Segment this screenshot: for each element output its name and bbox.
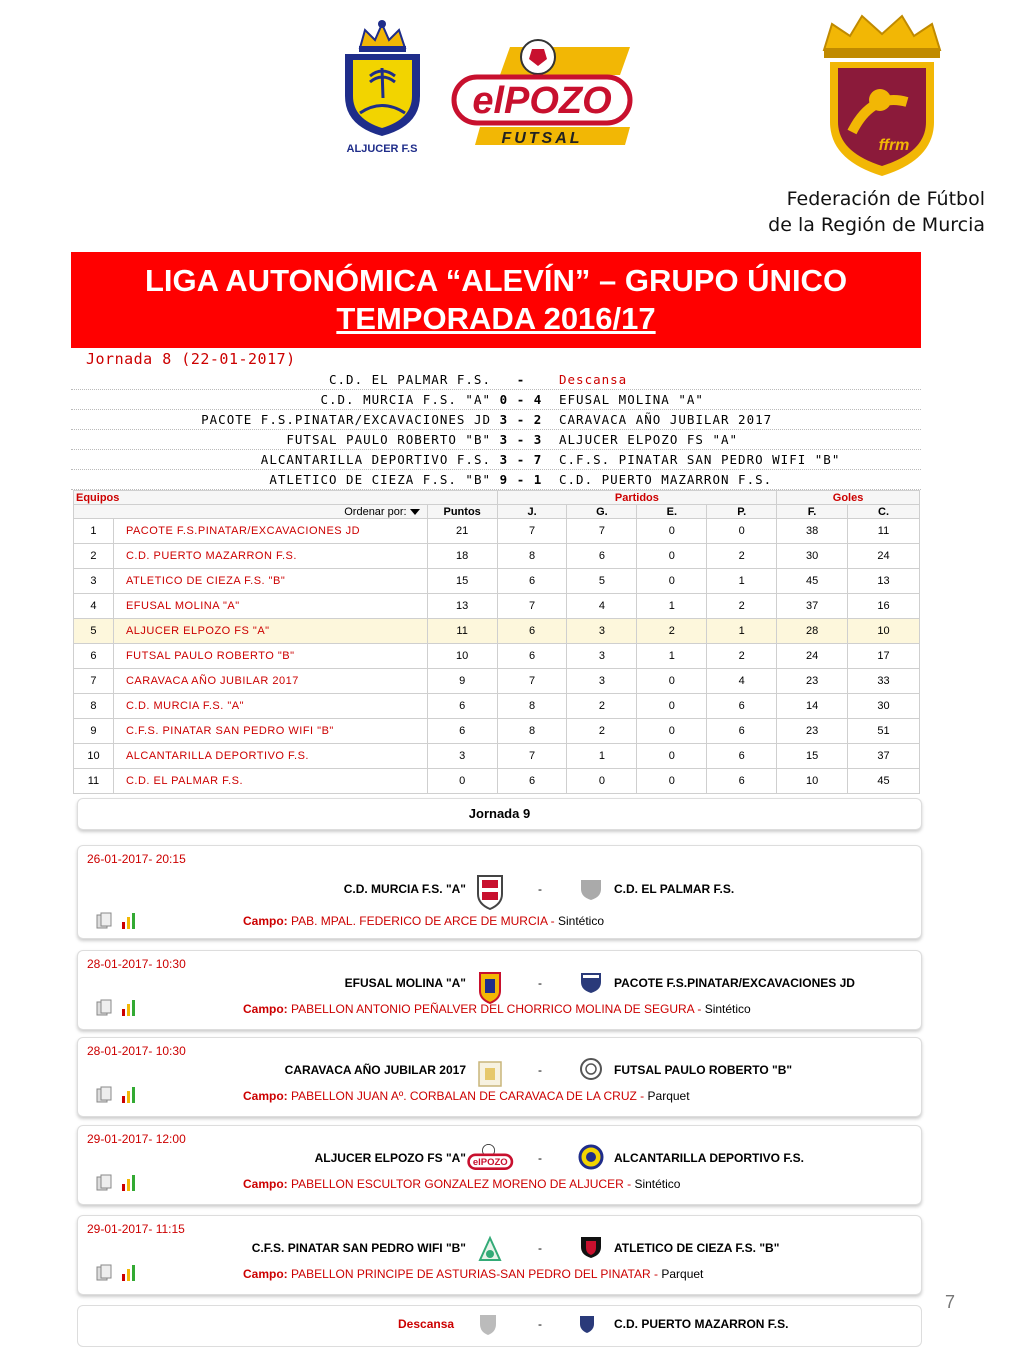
match-away-team[interactable]: C.D. EL PALMAR F.S. bbox=[614, 882, 735, 896]
cell-team[interactable]: C.D. MURCIA F.S. "A" bbox=[113, 694, 427, 719]
shield-placeholder-icon bbox=[478, 1312, 498, 1336]
match-dash: - bbox=[538, 882, 542, 896]
result-home: ATLETICO DE CIEZA F.S. "B" bbox=[269, 472, 491, 487]
federation-name bbox=[740, 186, 985, 238]
cell-pos: 6 bbox=[74, 644, 114, 669]
match-venue: Campo: PAB. MPAL. FEDERICO DE ARCE DE MURCIA - Sintético bbox=[243, 914, 604, 928]
cell-g: 3 bbox=[567, 669, 637, 694]
campo-label: Campo: bbox=[243, 1267, 288, 1281]
result-row bbox=[71, 450, 921, 470]
cell-c: 10 bbox=[848, 619, 920, 644]
cell-j: 8 bbox=[497, 544, 567, 569]
standings-row bbox=[74, 619, 920, 644]
match-card[interactable] bbox=[77, 1125, 922, 1205]
venue-surface: Sintético bbox=[704, 1002, 751, 1016]
match-dash: - bbox=[538, 1241, 542, 1255]
cell-j: 6 bbox=[497, 569, 567, 594]
cell-j: 7 bbox=[497, 744, 567, 769]
campo-label: Campo: bbox=[243, 1089, 288, 1103]
match-away-team[interactable]: ALCANTARILLA DEPORTIVO F.S. bbox=[614, 1151, 804, 1165]
cell-f: 38 bbox=[777, 519, 848, 544]
cell-p: 2 bbox=[707, 544, 777, 569]
cell-pos: 5 bbox=[74, 619, 114, 644]
cell-team[interactable]: C.F.S. PINATAR SAN PEDRO WIFI "B" bbox=[113, 719, 427, 744]
campo-label: Campo: bbox=[243, 1177, 288, 1191]
cell-pos: 4 bbox=[74, 594, 114, 619]
cell-c: 45 bbox=[848, 769, 920, 794]
cell-p: 4 bbox=[707, 669, 777, 694]
cell-g: 3 bbox=[567, 644, 637, 669]
cell-team[interactable]: C.D. EL PALMAR F.S. bbox=[113, 769, 427, 794]
standings-table bbox=[73, 490, 920, 794]
cell-f: 37 bbox=[777, 594, 848, 619]
col-f[interactable]: F. bbox=[777, 505, 848, 519]
cell-p: 0 bbox=[707, 519, 777, 544]
match-card[interactable] bbox=[77, 1037, 922, 1117]
match-venue: Campo: PABELLON ANTONIO PEÑALVER DEL CHORRICO MOLINA DE SEGURA - Sintético bbox=[243, 1002, 751, 1016]
cell-e: 0 bbox=[637, 744, 707, 769]
standings-row bbox=[74, 519, 920, 544]
aljucer-fs-logo bbox=[325, 18, 440, 158]
col-e[interactable]: E. bbox=[637, 505, 707, 519]
elpozo-sub-text: FUTSAL bbox=[501, 130, 583, 147]
standings-row bbox=[74, 569, 920, 594]
match-dash: - bbox=[538, 1151, 542, 1165]
col-p[interactable]: P. bbox=[707, 505, 777, 519]
banner-title: LIGA AUTONÓMICA “ALEVÍN” – GRUPO ÚNICO bbox=[144, 263, 848, 298]
cell-pts: 15 bbox=[427, 569, 497, 594]
cell-pos: 10 bbox=[74, 744, 114, 769]
cell-pos: 3 bbox=[74, 569, 114, 594]
sort-down-icon bbox=[410, 509, 420, 515]
away-crest-icon bbox=[578, 969, 604, 995]
cell-e: 0 bbox=[637, 544, 707, 569]
standings-row bbox=[74, 644, 920, 669]
cell-pts: 6 bbox=[427, 719, 497, 744]
cell-e: 0 bbox=[637, 669, 707, 694]
campo-label: Campo: bbox=[243, 1002, 288, 1016]
cell-f: 28 bbox=[777, 619, 848, 644]
jornada9-title: Jornada 9 bbox=[77, 798, 922, 830]
banner-season: TEMPORADA 2016/17 bbox=[336, 301, 656, 336]
match-card[interactable] bbox=[77, 950, 922, 1030]
result-away: ALJUCER ELPOZO FS "A" bbox=[559, 432, 739, 447]
result-away: C.D. PUERTO MAZARRON F.S. bbox=[559, 472, 773, 487]
cell-e: 1 bbox=[637, 644, 707, 669]
result-home: FUTSAL PAULO ROBERTO "B" bbox=[286, 432, 491, 447]
match-home-team[interactable]: C.F.S. PINATAR SAN PEDRO WIFI "B" bbox=[251, 1241, 466, 1255]
cell-pts: 11 bbox=[427, 619, 497, 644]
cell-e: 0 bbox=[637, 519, 707, 544]
match-stats-icon[interactable] bbox=[96, 912, 144, 930]
result-score: 3 - 2 bbox=[499, 412, 543, 427]
elpozo-logo-text: elPOZO bbox=[472, 80, 612, 122]
standings-row bbox=[74, 744, 920, 769]
result-row bbox=[71, 390, 921, 410]
cell-j: 6 bbox=[497, 769, 567, 794]
cell-p: 6 bbox=[707, 769, 777, 794]
cell-team[interactable]: C.D. PUERTO MAZARRON F.S. bbox=[113, 544, 427, 569]
cell-g: 3 bbox=[567, 619, 637, 644]
cell-p: 6 bbox=[707, 694, 777, 719]
match-stats-icon[interactable] bbox=[96, 1086, 144, 1104]
jornada8-results bbox=[71, 370, 921, 490]
result-home: C.D. MURCIA F.S. "A" bbox=[320, 392, 491, 407]
match-away-team[interactable]: PACOTE F.S.PINATAR/EXCAVACIONES JD bbox=[614, 976, 855, 990]
match-datetime: 28-01-2017- 10:30 bbox=[87, 1044, 186, 1058]
standings-row bbox=[74, 769, 920, 794]
result-row bbox=[71, 410, 921, 430]
cell-g: 7 bbox=[567, 519, 637, 544]
col-j[interactable]: J. bbox=[497, 505, 567, 519]
cell-g: 5 bbox=[567, 569, 637, 594]
match-venue: Campo: PABELLON JUAN Aº. CORBALAN DE CARAVACA DE LA CRUZ - Parquet bbox=[243, 1089, 690, 1103]
home-crest-icon bbox=[473, 1052, 507, 1092]
result-home: PACOTE F.S.PINATAR/EXCAVACIONES JD bbox=[201, 412, 491, 427]
cell-pts: 10 bbox=[427, 644, 497, 669]
cell-p: 2 bbox=[707, 644, 777, 669]
match-card[interactable] bbox=[77, 845, 922, 939]
cell-c: 30 bbox=[848, 694, 920, 719]
jornada8-title: Jornada 8 (22-01-2017) bbox=[86, 350, 296, 368]
result-away: C.F.S. PINATAR SAN PEDRO WIFI "B" bbox=[559, 452, 841, 467]
cell-e: 1 bbox=[637, 594, 707, 619]
venue-surface: Sintético bbox=[634, 1177, 681, 1191]
home-crest-icon bbox=[473, 965, 507, 1005]
cell-j: 7 bbox=[497, 519, 567, 544]
group-equipos: Equipos bbox=[74, 491, 498, 505]
cell-c: 51 bbox=[848, 719, 920, 744]
cell-g: 6 bbox=[567, 544, 637, 569]
cell-f: 24 bbox=[777, 644, 848, 669]
svg-text:elPOZO: elPOZO bbox=[472, 1157, 508, 1169]
venue-surface: Parquet bbox=[661, 1267, 704, 1281]
cell-pos: 9 bbox=[74, 719, 114, 744]
cell-f: 45 bbox=[777, 569, 848, 594]
result-away: CARAVACA AÑO JUBILAR 2017 bbox=[559, 412, 773, 427]
cell-p: 6 bbox=[707, 744, 777, 769]
descansa-label: Descansa bbox=[398, 1317, 455, 1331]
title-banner bbox=[71, 252, 921, 348]
home-crest-icon bbox=[466, 1140, 508, 1180]
group-goles: Goles bbox=[777, 491, 920, 505]
standings-row bbox=[74, 694, 920, 719]
result-row bbox=[71, 470, 921, 490]
home-crest-icon bbox=[473, 870, 507, 910]
cell-c: 16 bbox=[848, 594, 920, 619]
cell-c: 37 bbox=[848, 744, 920, 769]
cell-g: 2 bbox=[567, 694, 637, 719]
result-home: C.D. EL PALMAR F.S. bbox=[329, 372, 491, 387]
match-home-team[interactable]: C.D. MURCIA F.S. "A" bbox=[343, 882, 466, 896]
result-home: ALCANTARILLA DEPORTIVO F.S. bbox=[260, 452, 491, 467]
group-partidos: Partidos bbox=[497, 491, 777, 505]
cell-c: 33 bbox=[848, 669, 920, 694]
cell-pts: 3 bbox=[427, 744, 497, 769]
ffrm-logo-text: ffrm bbox=[878, 137, 910, 154]
standings-row bbox=[74, 669, 920, 694]
match-dash: - bbox=[538, 976, 542, 990]
cell-pts: 6 bbox=[427, 694, 497, 719]
cell-pos: 8 bbox=[74, 694, 114, 719]
match-card[interactable] bbox=[77, 1215, 922, 1295]
cell-pts: 9 bbox=[427, 669, 497, 694]
ffrm-federation-logo bbox=[812, 12, 952, 182]
match-stats-icon[interactable] bbox=[96, 1264, 144, 1282]
cell-pos: 2 bbox=[74, 544, 114, 569]
cell-j: 7 bbox=[497, 669, 567, 694]
match-dash: - bbox=[538, 1317, 542, 1331]
venue-name: PABELLON PRINCIPE DE ASTURIAS-SAN PEDRO DEL PINATAR bbox=[291, 1267, 651, 1281]
result-away: Descansa bbox=[559, 372, 628, 387]
match-stats-icon[interactable] bbox=[96, 999, 144, 1017]
result-score: - bbox=[516, 372, 526, 387]
cell-team[interactable]: ALCANTARILLA DEPORTIVO F.S. bbox=[113, 744, 427, 769]
cell-team[interactable]: EFUSAL MOLINA "A" bbox=[113, 594, 427, 619]
cell-p: 1 bbox=[707, 619, 777, 644]
match-away-team[interactable]: FUTSAL PAULO ROBERTO "B" bbox=[614, 1063, 793, 1077]
match-dash: - bbox=[538, 1063, 542, 1077]
cell-c: 17 bbox=[848, 644, 920, 669]
match-away-team[interactable]: ATLETICO DE CIEZA F.S. "B" bbox=[614, 1241, 780, 1255]
col-puntos[interactable]: Puntos bbox=[427, 505, 497, 519]
cell-team[interactable]: ALJUCER ELPOZO FS "A" bbox=[113, 619, 427, 644]
cell-c: 24 bbox=[848, 544, 920, 569]
cell-pts: 21 bbox=[427, 519, 497, 544]
standings-row bbox=[74, 544, 920, 569]
cell-f: 30 bbox=[777, 544, 848, 569]
cell-team[interactable]: ATLETICO DE CIEZA F.S. "B" bbox=[113, 569, 427, 594]
result-score: 0 - 4 bbox=[499, 392, 543, 407]
cell-j: 7 bbox=[497, 594, 567, 619]
cell-g: 4 bbox=[567, 594, 637, 619]
match-venue: Campo: PABELLON ESCULTOR GONZALEZ MORENO DE ALJUCER - Sintético bbox=[243, 1177, 681, 1191]
result-score: 9 - 1 bbox=[499, 472, 543, 487]
away-crest-icon bbox=[578, 1056, 604, 1082]
cell-j: 8 bbox=[497, 694, 567, 719]
federation-line1: Federación de Fútbol bbox=[786, 188, 985, 210]
result-score: 3 - 3 bbox=[499, 432, 543, 447]
away-crest-icon bbox=[578, 1144, 604, 1170]
cell-e: 0 bbox=[637, 769, 707, 794]
away-crest-icon bbox=[578, 876, 604, 902]
match-stats-icon[interactable] bbox=[96, 1174, 144, 1192]
cell-pts: 13 bbox=[427, 594, 497, 619]
elpozo-futsal-logo bbox=[450, 35, 635, 150]
match-datetime: 29-01-2017- 12:00 bbox=[87, 1132, 186, 1146]
cell-pts: 0 bbox=[427, 769, 497, 794]
cell-p: 2 bbox=[707, 594, 777, 619]
cell-g: 1 bbox=[567, 744, 637, 769]
cell-j: 6 bbox=[497, 644, 567, 669]
result-away: EFUSAL MOLINA "A" bbox=[559, 392, 704, 407]
team-crest-icon bbox=[578, 1314, 596, 1334]
cell-e: 0 bbox=[637, 569, 707, 594]
cell-f: 23 bbox=[777, 669, 848, 694]
aljucer-logo-text: ALJUCER F.S bbox=[346, 143, 418, 155]
venue-name: PABELLON JUAN Aº. CORBALAN DE CARAVACA DE LA CRUZ bbox=[291, 1089, 637, 1103]
venue-name: PABELLON ESCULTOR GONZALEZ MORENO DE ALJUCER bbox=[291, 1177, 624, 1191]
match-home-team[interactable]: ALJUCER ELPOZO FS "A" bbox=[314, 1151, 466, 1165]
cell-team[interactable]: CARAVACA AÑO JUBILAR 2017 bbox=[113, 669, 427, 694]
match-venue: Campo: PABELLON PRINCIPE DE ASTURIAS-SAN PEDRO DEL PINATAR - Parquet bbox=[243, 1267, 704, 1281]
col-g[interactable]: G. bbox=[567, 505, 637, 519]
cell-e: 2 bbox=[637, 619, 707, 644]
match-datetime: 29-01-2017- 11:15 bbox=[87, 1222, 185, 1236]
away-crest-icon bbox=[578, 1234, 604, 1260]
standings-row bbox=[74, 594, 920, 619]
cell-pos: 7 bbox=[74, 669, 114, 694]
federation-line2: de la Región de Murcia bbox=[768, 214, 985, 236]
standings-row bbox=[74, 719, 920, 744]
venue-surface: Sintético bbox=[557, 914, 604, 928]
home-crest-icon bbox=[473, 1230, 507, 1270]
descansa-team[interactable]: C.D. PUERTO MAZARRON F.S. bbox=[614, 1317, 789, 1331]
venue-name: PABELLON ANTONIO PEÑALVER DEL CHORRICO MOLINA DE SEGURA bbox=[291, 1002, 695, 1016]
result-score: 3 - 7 bbox=[499, 452, 543, 467]
page-number: 7 bbox=[945, 1292, 956, 1312]
cell-e: 0 bbox=[637, 719, 707, 744]
cell-e: 0 bbox=[637, 694, 707, 719]
cell-pts: 18 bbox=[427, 544, 497, 569]
sort-control[interactable] bbox=[74, 505, 428, 519]
cell-p: 6 bbox=[707, 719, 777, 744]
cell-f: 10 bbox=[777, 769, 848, 794]
cell-g: 2 bbox=[567, 719, 637, 744]
cell-j: 8 bbox=[497, 719, 567, 744]
cell-j: 6 bbox=[497, 619, 567, 644]
cell-team[interactable]: FUTSAL PAULO ROBERTO "B" bbox=[113, 644, 427, 669]
cell-c: 11 bbox=[848, 519, 920, 544]
match-home-team[interactable]: EFUSAL MOLINA "A" bbox=[344, 976, 466, 990]
descansa-row bbox=[77, 1305, 922, 1347]
result-row bbox=[71, 430, 921, 450]
cell-team[interactable]: PACOTE F.S.PINATAR/EXCAVACIONES JD bbox=[113, 519, 427, 544]
cell-f: 23 bbox=[777, 719, 848, 744]
sort-label: Ordenar por: bbox=[344, 505, 407, 518]
cell-p: 1 bbox=[707, 569, 777, 594]
cell-f: 15 bbox=[777, 744, 848, 769]
col-c[interactable]: C. bbox=[848, 505, 920, 519]
result-row bbox=[71, 370, 921, 390]
cell-pos: 1 bbox=[74, 519, 114, 544]
venue-name: PAB. MPAL. FEDERICO DE ARCE DE MURCIA bbox=[291, 914, 548, 928]
cell-f: 14 bbox=[777, 694, 848, 719]
match-datetime: 28-01-2017- 10:30 bbox=[87, 957, 186, 971]
match-home-team[interactable]: CARAVACA AÑO JUBILAR 2017 bbox=[284, 1063, 466, 1077]
venue-surface: Parquet bbox=[647, 1089, 690, 1103]
match-datetime: 26-01-2017- 20:15 bbox=[87, 852, 186, 866]
cell-pos: 11 bbox=[74, 769, 114, 794]
cell-c: 13 bbox=[848, 569, 920, 594]
campo-label: Campo: bbox=[243, 914, 288, 928]
cell-g: 0 bbox=[567, 769, 637, 794]
